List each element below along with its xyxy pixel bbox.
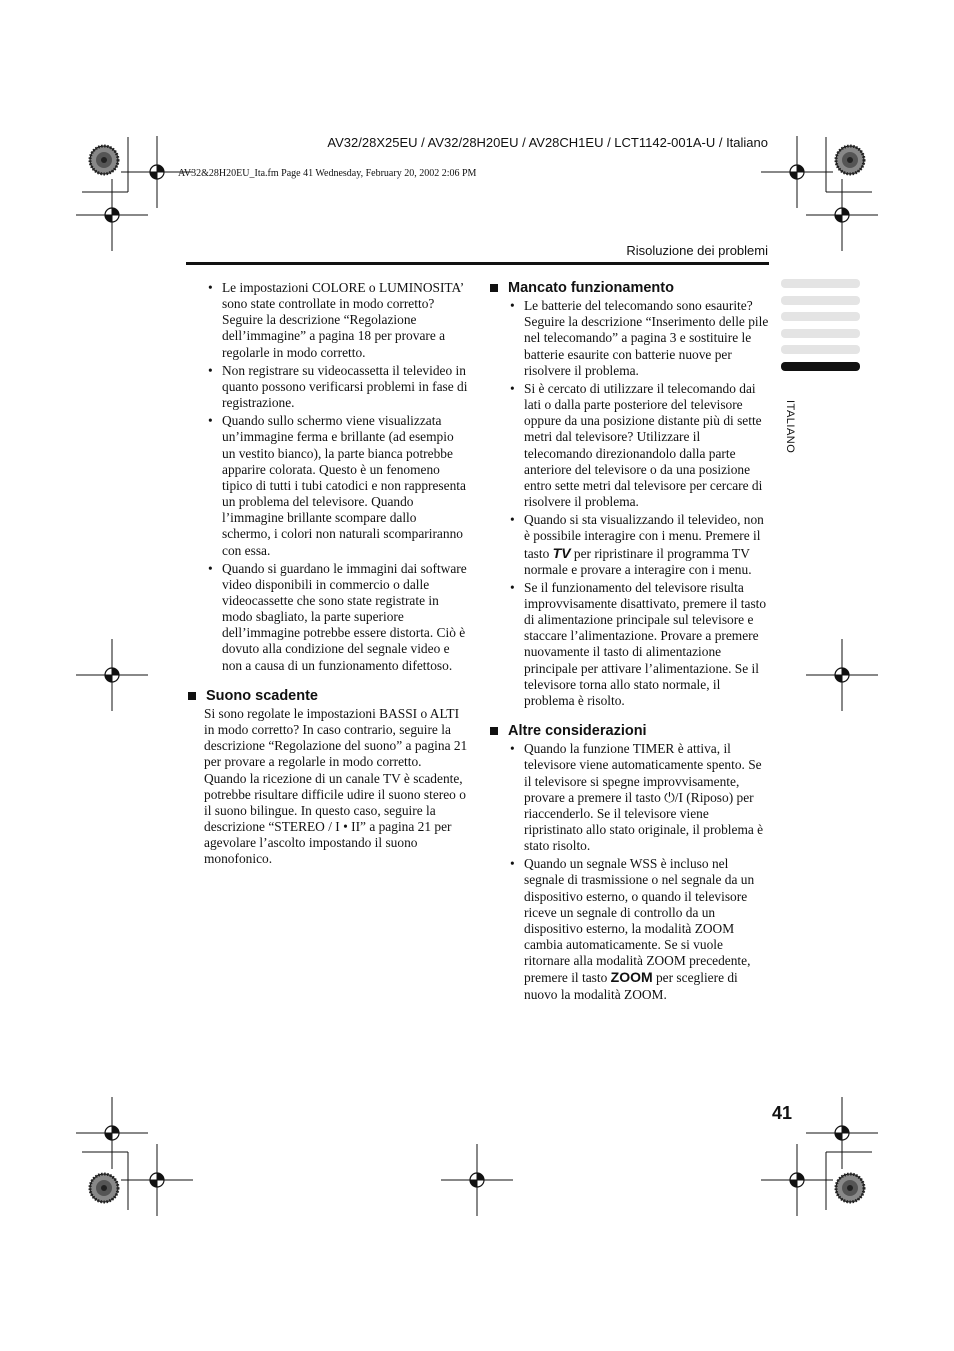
text-segment: per ripristinare il programma TV normale e provare a interagire con i menu. (524, 545, 752, 577)
page-number: 41 (772, 1103, 793, 1123)
header-rule (186, 262, 769, 265)
square-bullet-icon (490, 284, 498, 292)
left-column (186, 280, 468, 867)
list-item (488, 512, 770, 578)
heading-label: Mancato funzionamento (508, 280, 674, 296)
paragraph: Quando la ricezione di un canale TV è scadente, potrebbe risultare difficile udire il suono stereo o il suono bilingue. In questo caso, seguire la descrizione “STEREO / I • II” a pagina 21 per agevolare l’ascolto impostando il suono monofonico. (204, 770, 466, 867)
list-item (488, 741, 770, 854)
list-item (488, 856, 770, 1002)
list-item: • Quando si guardano le immagini dai software video disponibili in commercio o dalle videocassette che sono state registrate in modo sbagliato, la parte superiore dell’immagine potrebbe essere distorta. Ciò è dovuto alla condizione del segnale video e non a causa di un funzionamento difettoso. (186, 561, 468, 674)
language-label: ITALIANO (784, 400, 796, 454)
list-item: • Se il funzionamento del televisore risulta improvvisamente disattivato, premere il tasto di alimentazione principale sul televisore e staccare l’alimentazione. Provare a premere nuovamente il tasto di alimentazione principale per attivare l’alimentazione. Se il televisore torna allo stato normale, il problema è risolto. (488, 580, 770, 709)
language-tab (781, 279, 860, 288)
standby-key-icon: ⏻/I (664, 789, 683, 805)
heading-altre-considerazioni (488, 723, 770, 739)
text-segment: per scegliere di nuovo la modalità ZOOM. (524, 970, 738, 1002)
language-tab (781, 312, 860, 321)
language-tab (781, 345, 860, 354)
language-tab (781, 329, 860, 338)
language-tabs (781, 279, 860, 378)
altre-bullet-list (488, 741, 770, 1003)
list-item: • Si è cercato di utilizzare il telecomando dai lati o dalla parte posteriore del televisore oppure da una posizione distante più di sette metri dal televisore? Utilizzare il telecomando direzionandolo dalla parte anteriore del televisore o da una posizione entro sette metri dal televisore per cercare di risolvere il problema. (488, 381, 770, 510)
heading-mancato-funzionamento (488, 280, 770, 296)
list-item: • Quando sullo schermo viene visualizzata un’immagine ferma e brillante (ad esempio un vestito bianco), la parte bianca potrebbe apparire colorata. Questo è un fenomeno tipico di tutti i tubi catodici e non rappresenta un problema del televisore. Quando l’immagine brillante scompare dallo schermo, i colori non naturali scompariranno con essa. (186, 413, 468, 558)
list-item: • Le impostazioni COLORE o LUMINOSITA’ sono state controllate in modo corretto? Seguire la descrizione “Regolazione dell’immagine” a pagina 18 per provare a regolarle in modo corretto. (186, 280, 468, 361)
left-bullet-list (186, 280, 468, 674)
square-bullet-icon (490, 727, 498, 735)
text-segment: Quando si sta visualizzando il televideo, non è possibile interagire con i menu. Premere il tasto (524, 512, 764, 561)
document-id: AV32/28X25EU / AV32/28H20EU / AV28CH1EU / LCT1142-001A-U / Italiano (327, 135, 768, 150)
list-item: • Le batterie del telecomando sono esaurite? Seguire la descrizione “Inserimento delle pile nel telecomando” a pagina 3 e sostituire le batterie esaurite con batterie nuove per risolvere il problema. (488, 298, 770, 379)
heading-suono-scadente (186, 688, 468, 704)
section-title: Risoluzione dei problemi (626, 243, 768, 258)
text-segment: Quando la funzione TIMER è attiva, il televisore viene automaticamente spento. Se il televisore si spegne improvvisamente, provare a premere il tasto (524, 741, 762, 805)
tv-key-icon: TV (552, 544, 571, 561)
right-column (488, 280, 770, 1005)
text-segment: (Riposo) per riaccenderlo. Se il televisore viene ripristinato allo stato originale, il problema è stato risolto. (524, 789, 764, 854)
mancato-bullet-list (488, 298, 770, 709)
text-segment: Quando un segnale WSS è incluso nel segnale di trasmissione o nel segnale da un dispositivo esterno, o quando il televisore riceve un segnale di controllo da un dispositivo esterno, la modalità ZOOM cambia automaticamente. Se si vuole ritornare alla modalità ZOOM precedente, premere il tasto (524, 856, 755, 986)
paragraph: Si sono regolate le impostazioni BASSI o ALTI in modo corretto? In caso contrario, seguire la descrizione “Regolazione del suono” a pagina 21 per provare a regolarle in modo corretto. (204, 705, 468, 770)
square-bullet-icon (188, 692, 196, 700)
language-tab (781, 296, 860, 305)
file-stamp: AV32&28H20EU_Ita.fm Page 41 Wednesday, February 20, 2002 2:06 PM (178, 168, 477, 179)
list-item: • Non registrare su videocassetta il televideo in quanto possono verificarsi problemi in fase di registrazione. (186, 363, 468, 411)
language-tab-active (781, 362, 860, 371)
zoom-key-icon: ZOOM (610, 969, 653, 986)
heading-label: Suono scadente (206, 687, 318, 704)
heading-label: Altre considerazioni (508, 723, 647, 740)
